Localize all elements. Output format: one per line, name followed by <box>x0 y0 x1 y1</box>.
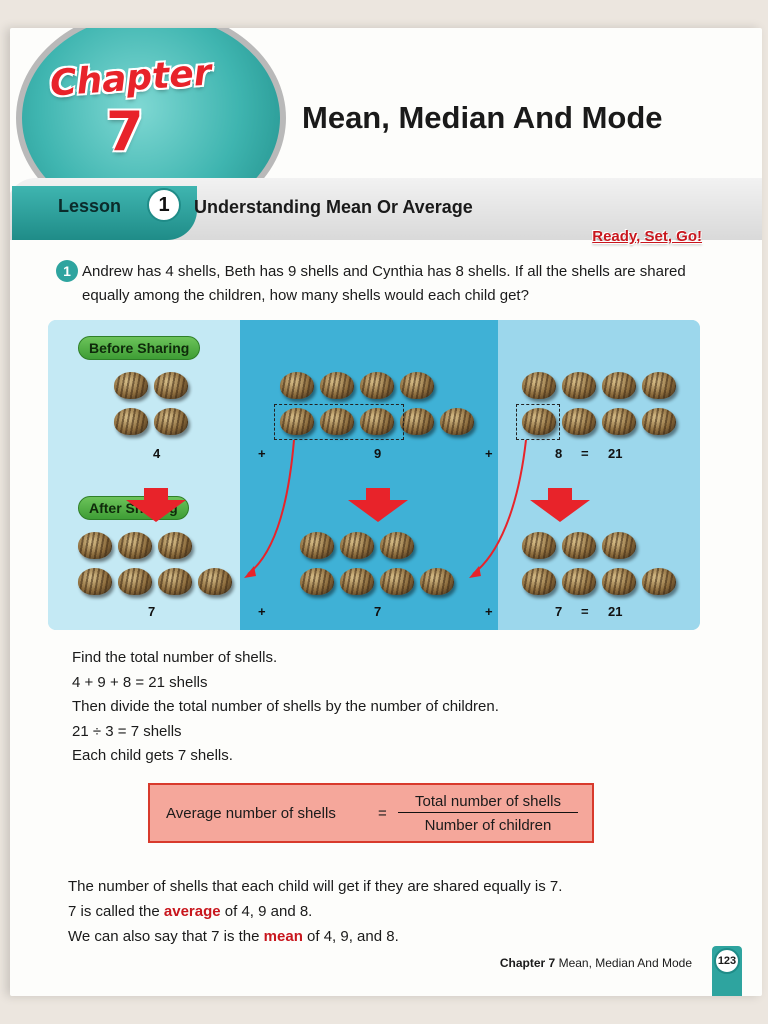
lesson-title: Understanding Mean Or Average <box>194 197 473 217</box>
term-mean: mean <box>263 928 303 945</box>
shell-icon <box>340 568 374 595</box>
shell-icon <box>420 568 454 595</box>
conclusion <box>68 874 708 949</box>
conclusion-line: The number of shells that each child will get if they are shared equally is 7. <box>68 878 563 895</box>
sharing-illustration <box>48 320 700 630</box>
shell-icon <box>118 532 152 559</box>
formula-left: Average number of shells <box>166 805 336 822</box>
work-line: 4 + 9 + 8 = 21 shells <box>72 673 208 691</box>
formula-numerator: Total number of shells <box>398 793 578 813</box>
shell-icon <box>642 568 676 595</box>
text-span: 7 is called the <box>68 903 164 920</box>
lesson-word: Lesson <box>58 196 122 216</box>
work-line: Then divide the total number of shells by the number of children. <box>72 698 499 715</box>
work-line: Each child gets 7 shells. <box>72 747 233 764</box>
shell-icon <box>602 568 636 595</box>
before-count-beth: 9 <box>374 446 382 461</box>
after-count-andrew: 7 <box>148 604 156 619</box>
after-total: 21 <box>608 604 623 619</box>
shell-icon <box>300 532 334 559</box>
arrowhead-icon <box>469 566 481 578</box>
after-count-cynthia: 7 <box>555 604 563 619</box>
footer-chapter-label: Chapter 7 <box>499 956 556 970</box>
after-count-beth: 7 <box>374 604 382 619</box>
plus-sign: + <box>485 604 493 619</box>
shell-icon <box>562 532 596 559</box>
footer-chapter-title: Mean, Median And Mode <box>558 956 692 970</box>
work-line: Find the total number of shells. <box>72 649 278 666</box>
plus-sign: + <box>258 604 266 619</box>
shell-icon <box>340 532 374 559</box>
text-span: of 4, 9 and 8. <box>220 903 313 920</box>
shell-icon <box>380 568 414 595</box>
footer-chapter <box>500 956 692 970</box>
shell-icon <box>158 532 192 559</box>
shell-icon <box>118 568 152 595</box>
transfer-arrow-beth <box>248 440 294 574</box>
before-count-cynthia: 8 <box>555 446 563 461</box>
transfer-arrow-cynthia <box>473 440 526 574</box>
before-total: 21 <box>608 446 623 461</box>
formula-denominator: Number of children <box>424 817 552 834</box>
work-line: 21 ÷ 3 = 7 shells <box>72 722 182 740</box>
conclusion-line <box>68 924 708 949</box>
plus-sign: + <box>485 446 493 461</box>
shell-icon <box>522 532 556 559</box>
shell-icon <box>562 568 596 595</box>
chapter-number: 7 <box>106 100 144 163</box>
shell-icon <box>78 568 112 595</box>
chapter-word: Chapter <box>48 52 213 105</box>
lesson-number: 1 <box>147 188 181 222</box>
shell-icon <box>158 568 192 595</box>
arrowhead-icon <box>244 566 256 578</box>
worked-solution <box>72 646 692 769</box>
equals-sign: = <box>581 604 589 619</box>
textbook-page <box>10 28 762 996</box>
after-sharing-label: After Sharing <box>78 496 189 520</box>
conclusion-line <box>68 899 708 924</box>
shell-icon <box>522 568 556 595</box>
before-sharing-label: Before Sharing <box>78 336 200 360</box>
before-count-andrew: 4 <box>153 446 161 461</box>
question-text: Andrew has 4 shells, Beth has 9 shells and Cynthia has 8 shells. If all the shells are shared equally among the children, how many shells would each child get? <box>82 263 686 304</box>
chapter-title: Mean, Median And Mode <box>302 100 663 135</box>
ready-set-go: Ready, Set, Go! <box>592 228 702 245</box>
text-span: of 4, 9, and 8. <box>302 928 399 945</box>
shell-icon <box>300 568 334 595</box>
shell-icon <box>380 532 414 559</box>
shell-icon <box>198 568 232 595</box>
plus-sign: + <box>258 446 266 461</box>
shell-icon <box>602 532 636 559</box>
formula-equals: = <box>378 805 387 822</box>
average-formula-box <box>148 783 594 843</box>
equals-sign: = <box>581 446 589 461</box>
term-average: average <box>163 903 221 920</box>
text-span: We can also say that 7 is the <box>68 928 264 945</box>
shell-icon <box>78 532 112 559</box>
page-number: 123 <box>714 948 740 974</box>
question-number: 1 <box>56 260 78 282</box>
